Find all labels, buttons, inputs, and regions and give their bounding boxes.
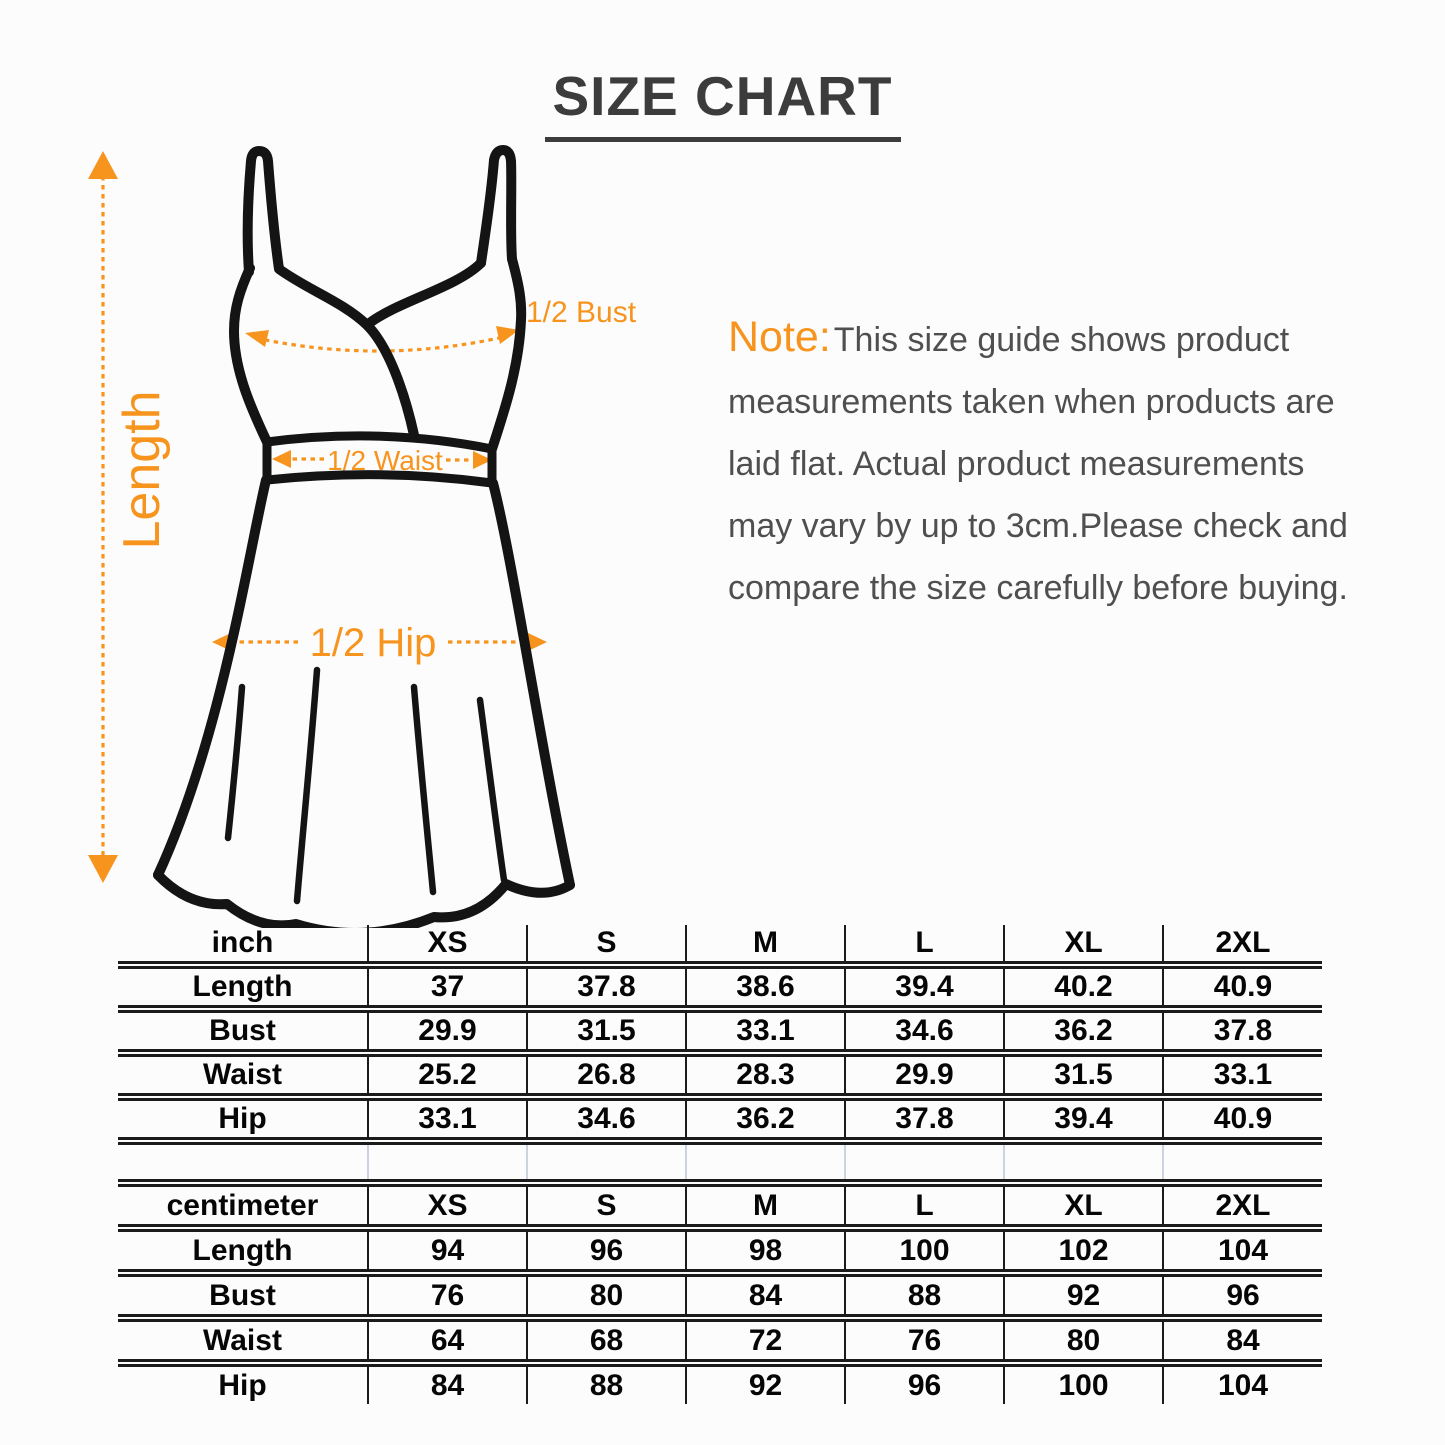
table-row xyxy=(118,1053,1322,1097)
table-header-row xyxy=(118,925,1322,965)
value-cell: 76 xyxy=(368,1273,527,1318)
row-label-cell: Hip xyxy=(218,1368,267,1402)
value-cell: 88 xyxy=(845,1273,1004,1318)
table-row xyxy=(118,965,1322,1009)
note-line-text: This size guide shows product xyxy=(833,321,1290,359)
value-cell: 40.9 xyxy=(1163,965,1322,1009)
value-cell: 37.8 xyxy=(1163,1009,1322,1053)
length-label: Length xyxy=(113,390,171,550)
value-cell: 31.5 xyxy=(527,1009,686,1053)
hip-label: 1/2 Hip xyxy=(309,621,437,665)
value-cell: 80 xyxy=(527,1273,686,1318)
spacer-cell xyxy=(368,1141,527,1183)
size-header-cell: 2XL xyxy=(1163,925,1322,965)
value-cell: 100 xyxy=(845,1228,1004,1273)
value-cell: 33.1 xyxy=(686,1009,845,1053)
size-table xyxy=(118,925,1322,1404)
note-line xyxy=(728,306,1428,371)
value-cell: 104 xyxy=(1163,1228,1322,1273)
value-cell: 36.2 xyxy=(686,1097,845,1141)
value-cell: 104 xyxy=(1163,1363,1322,1404)
table-row xyxy=(118,1009,1322,1053)
note-line: compare the size carefully before buying. xyxy=(728,569,1348,607)
row-label-cell: Length xyxy=(192,1233,293,1267)
value-cell: 80 xyxy=(1004,1318,1163,1363)
value-cell: 37 xyxy=(368,965,527,1009)
size-header-cell: M xyxy=(686,1183,845,1228)
note-prefix: Note: xyxy=(728,313,831,361)
table-row xyxy=(118,1318,1322,1363)
size-header-cell: S xyxy=(527,925,686,965)
table-row xyxy=(118,1097,1322,1141)
table-row xyxy=(118,1273,1322,1318)
note-line: may vary by up to 3cm.Please check and xyxy=(728,507,1348,545)
row-label-cell: Bust xyxy=(209,1014,276,1047)
size-header-cell: XL xyxy=(1004,925,1163,965)
value-cell: 26.8 xyxy=(527,1053,686,1097)
value-cell: 33.1 xyxy=(1163,1053,1322,1097)
value-cell: 34.6 xyxy=(527,1097,686,1141)
unit-header-cell: inch xyxy=(211,926,274,959)
value-cell: 37.8 xyxy=(845,1097,1004,1141)
value-cell: 33.1 xyxy=(368,1097,527,1141)
value-cell: 38.6 xyxy=(686,965,845,1009)
value-cell: 96 xyxy=(1163,1273,1322,1318)
size-header-cell: M xyxy=(686,925,845,965)
size-header-cell: XS xyxy=(368,1183,527,1228)
row-label-cell: Hip xyxy=(218,1102,267,1135)
value-cell: 40.2 xyxy=(1004,965,1163,1009)
value-cell: 84 xyxy=(368,1363,527,1404)
page-title-wrap xyxy=(0,64,1445,142)
dress-measurement-diagram xyxy=(60,138,700,928)
value-cell: 84 xyxy=(686,1273,845,1318)
spacer-cell xyxy=(527,1141,686,1183)
value-cell: 39.4 xyxy=(845,965,1004,1009)
size-header-cell: XS xyxy=(368,925,527,965)
note-line: laid flat. Actual product measurements xyxy=(728,445,1305,483)
value-cell: 72 xyxy=(686,1318,845,1363)
value-cell: 28.3 xyxy=(686,1053,845,1097)
value-cell: 94 xyxy=(368,1228,527,1273)
value-cell: 25.2 xyxy=(368,1053,527,1097)
waist-label: 1/2 Waist xyxy=(327,445,443,476)
row-label-cell: Bust xyxy=(209,1278,276,1312)
size-header-cell: S xyxy=(527,1183,686,1228)
value-cell: 36.2 xyxy=(1004,1009,1163,1053)
table-row xyxy=(118,1228,1322,1273)
value-cell: 68 xyxy=(527,1318,686,1363)
value-cell: 96 xyxy=(527,1228,686,1273)
size-tables xyxy=(118,925,1322,1404)
value-cell: 39.4 xyxy=(1004,1097,1163,1141)
value-cell: 31.5 xyxy=(1004,1053,1163,1097)
value-cell: 92 xyxy=(1004,1273,1163,1318)
unit-header-cell: centimeter xyxy=(166,1188,319,1222)
value-cell: 29.9 xyxy=(368,1009,527,1053)
value-cell: 29.9 xyxy=(845,1053,1004,1097)
value-cell: 88 xyxy=(527,1363,686,1404)
dress-outline-icon xyxy=(158,150,570,928)
spacer-cell xyxy=(845,1141,1004,1183)
row-label-cell: Waist xyxy=(203,1058,282,1091)
size-header-cell: XL xyxy=(1004,1183,1163,1228)
table-row xyxy=(118,1363,1322,1404)
bust-label: 1/2 Bust xyxy=(526,296,637,329)
value-cell: 37.8 xyxy=(527,965,686,1009)
spacer-cell xyxy=(1004,1141,1163,1183)
value-cell: 102 xyxy=(1004,1228,1163,1273)
size-header-cell: 2XL xyxy=(1163,1183,1322,1228)
value-cell: 76 xyxy=(845,1318,1004,1363)
table-spacer-row xyxy=(118,1141,1322,1183)
value-cell: 34.6 xyxy=(845,1009,1004,1053)
value-cell: 84 xyxy=(1163,1318,1322,1363)
row-label-cell: Waist xyxy=(203,1323,282,1357)
value-cell: 64 xyxy=(368,1318,527,1363)
value-cell: 40.9 xyxy=(1163,1097,1322,1141)
spacer-cell xyxy=(686,1141,845,1183)
size-header-cell: L xyxy=(845,1183,1004,1228)
spacer-cell xyxy=(1163,1141,1322,1183)
value-cell: 100 xyxy=(1004,1363,1163,1404)
value-cell: 96 xyxy=(845,1363,1004,1404)
value-cell: 98 xyxy=(686,1228,845,1273)
page-title: SIZE CHART xyxy=(545,64,901,142)
note-block xyxy=(728,306,1428,619)
row-label-cell: Length xyxy=(192,970,293,1003)
size-header-cell: L xyxy=(845,925,1004,965)
value-cell: 92 xyxy=(686,1363,845,1404)
size-tables-body xyxy=(118,925,1322,1404)
table-header-row xyxy=(118,1183,1322,1228)
spacer-cell xyxy=(118,1141,368,1183)
note-line: measurements taken when products are xyxy=(728,383,1335,421)
